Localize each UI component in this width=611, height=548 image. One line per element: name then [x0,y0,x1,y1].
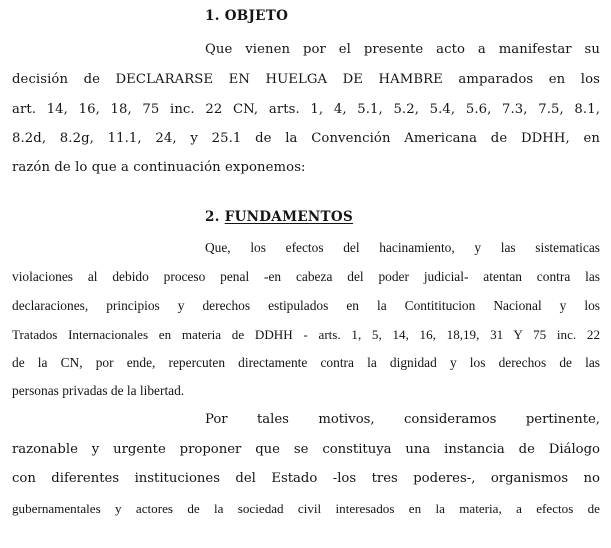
section-number: 2. [205,209,220,225]
paragraph-line: 8.2d, 8.2g, 11.1, 24, y 25.1 de la Convención Americana de DDHH, en [12,131,600,146]
paragraph-line: violaciones al debido proceso penal -en cabeza del poder judicial- atentan contra las [12,269,600,284]
paragraph-line: razón de lo que a continuación exponemos: [12,160,306,175]
paragraph-line: Por tales motivos, consideramos pertinente, [205,412,600,427]
section-heading-objeto [205,8,288,24]
paragraph-line: personas privadas de la libertad. [12,383,185,398]
paragraph-line: art. 14, 16, 18, 75 inc. 22 CN, arts. 1, 4, 5.1, 5.2, 5.4, 5.6, 7.3, 7.5, 8.1, [12,102,600,117]
section-title: OBJETO [224,8,289,24]
paragraph-line: Que, los efectos del hacinamiento, y las sistematicas [205,240,600,255]
paragraph-line: declaraciones, principios y derechos estipulados en la Contititucion Nacional y los [12,298,600,313]
paragraph-line: razonable y urgente proponer que se constituya una instancia de Diálogo [12,442,600,457]
paragraph-line: de la CN, por ende, repercuten directamente contra la dignidad y los derechos de las [12,355,600,370]
section-heading-fundamentos [205,209,353,225]
paragraph-line: gubernamentales y actores de la sociedad civil interesados en la materia, a efectos de [12,501,600,516]
paragraph-line: Tratados Internacionales en materia de DDHH - arts. 1, 5, 14, 16, 18,19, 31 Y 75 inc. 22 [12,327,600,342]
paragraph-line: con diferentes instituciones del Estado -los tres poderes-, organismos no [12,471,600,486]
paragraph-line: decisión de DECLARARSE EN HUELGA DE HAMBRE amparados en los [12,72,600,87]
section-number: 1. [205,8,220,24]
paragraph-line: Que vienen por el presente acto a manifestar su [205,42,600,57]
section-title: FUNDAMENTOS [224,209,354,225]
